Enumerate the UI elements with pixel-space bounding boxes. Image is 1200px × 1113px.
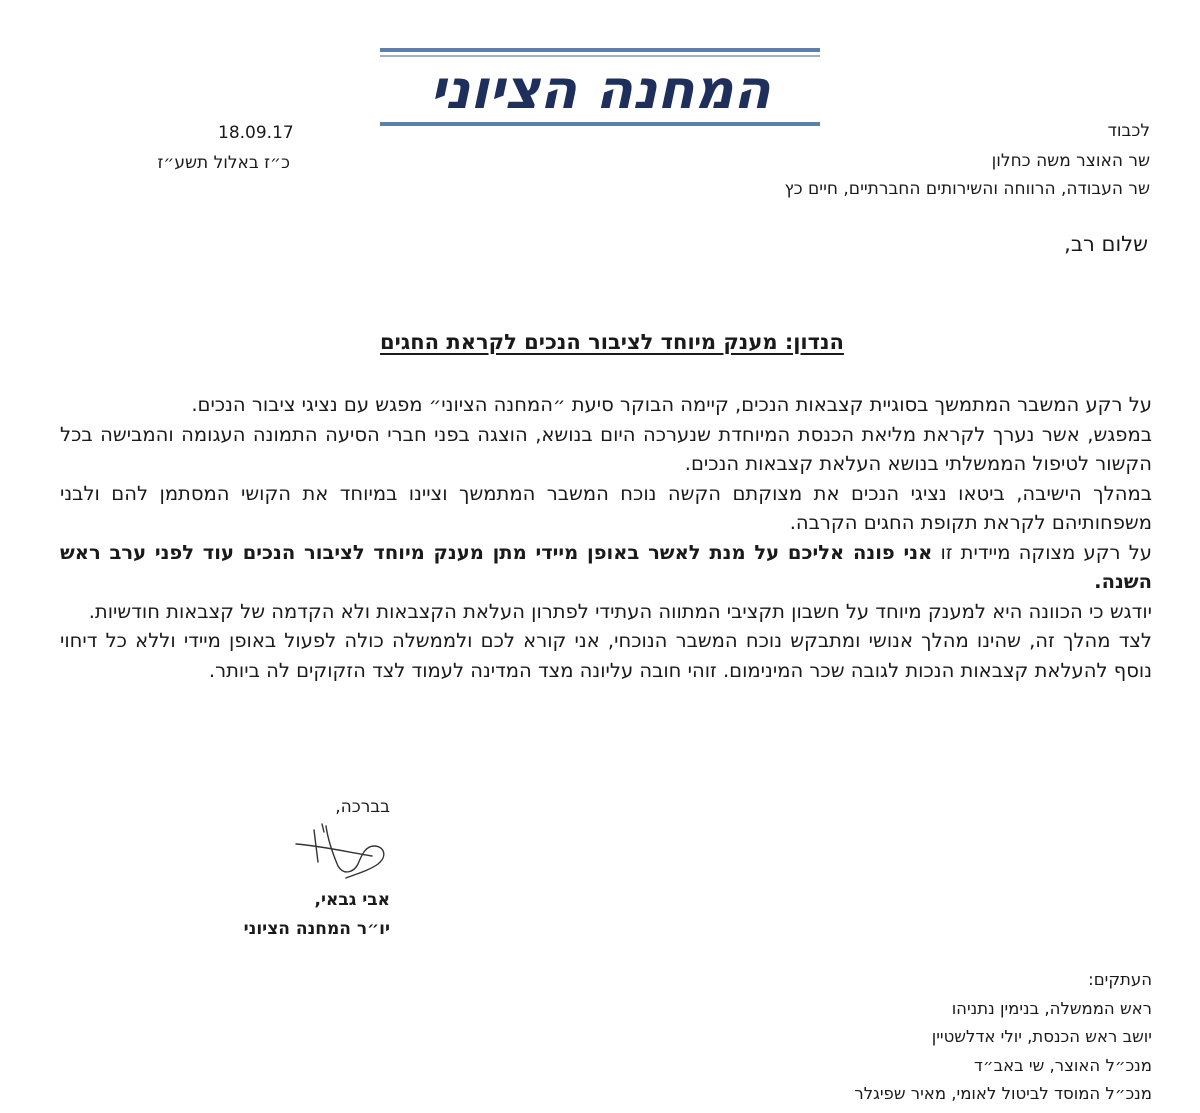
hebrew-date: כ״ז באלול תשע״ז xyxy=(157,153,290,173)
subject-line xyxy=(0,330,1200,354)
gregorian-date: 18.09.17 xyxy=(218,123,294,143)
cc-list xyxy=(732,966,1152,1109)
date-block xyxy=(150,118,294,178)
cc-item: יושב ראש הכנסת, יולי אדלשטיין xyxy=(931,1027,1152,1046)
body-paragraph-prefix: על רקע מצוקה מיידית זו xyxy=(932,540,1152,564)
body-paragraph: במהלך הישיבה, ביטאו נציגי הנכים את מצוקתם הקשה נוכח המשבר המתמשך וציינו במיוחד את הקושי המסתמן להם ולבני משפחותיהם לקראת תקופת החגים הקרבה. xyxy=(60,481,1152,534)
cc-item: ראש הממשלה, בנימין נתניהו xyxy=(951,998,1152,1018)
body-paragraph xyxy=(60,538,1152,597)
signatory xyxy=(230,886,390,944)
body-paragraph: לצד מהלך זה, שהינו מהלך אנושי ומתבקש נוכח המשבר הנוכחי, אני קורא לכם ולממשלה כולה לפעול באופן מיידי וללא כל דיחוי נוסף להעלאת קצבאות הנכות לגובה שכר המינימום. זוהי חובה עליונה מצד המדינה לעמוד לצד הזקוקים לה ביותר. xyxy=(60,629,1152,682)
signatory-title: יו״ר המחנה הציוני xyxy=(243,919,390,939)
cc-heading: העתקים: xyxy=(1088,970,1152,989)
greeting: שלום רב, xyxy=(1064,232,1148,256)
closing: בברכה, xyxy=(335,797,390,817)
recipient-line: שר העבודה, הרווחה והשירותים החברתיים, חיים כץ xyxy=(784,179,1150,199)
party-logo-text: המחנה הציוני xyxy=(426,57,782,121)
handwritten-signature xyxy=(292,822,392,884)
cc-item: מנכ״ל המוסד לביטול לאומי, מאיר שפיגלר xyxy=(854,1084,1152,1103)
letter-body xyxy=(60,390,1152,685)
recipient-line: שר האוצר משה כחלון xyxy=(991,151,1150,171)
body-paragraph: במפגש, אשר נערך לקראת מליאת הכנסת המיוחדת שנערכה היום בנושא, הוצגה בפני חברי הסיעה התמונה העגומה והמבישה בכל הקשור לטיפול הממשלתי בנושא העלאת קצבאות הנכים. xyxy=(60,422,1152,475)
body-paragraph-emphasis: אני פונה אליכם על מנת לאשר באופן מיידי מתן מענק מיוחד לציבור הנכים עוד לפני ערב ראש השנה. xyxy=(60,540,1152,593)
body-paragraph: על רקע המשבר המתמשך בסוגיית קצבאות הנכים, קיימה הבוקר סיעת ״המחנה הציוני״ מפגש עם נציגי ציבור הנכים. xyxy=(191,393,1152,416)
signatory-name: אבי גבאי, xyxy=(314,890,390,910)
cc-item: מנכ״ל האוצר, שי באב״ד xyxy=(973,1055,1152,1075)
body-paragraph: יודגש כי הכוונה היא למענק מיוחד על חשבון תקציבי המתווה העתידי לפתרון העלאת הקצבאות ולא הקדמה של קצבאות חודשיות. xyxy=(88,599,1152,623)
subject-text: הנדון: מענק מיוחד לציבור הנכים לקראת החגים xyxy=(380,330,844,354)
addressee-block xyxy=(650,117,1150,203)
salutation: לכבוד xyxy=(1107,121,1150,141)
